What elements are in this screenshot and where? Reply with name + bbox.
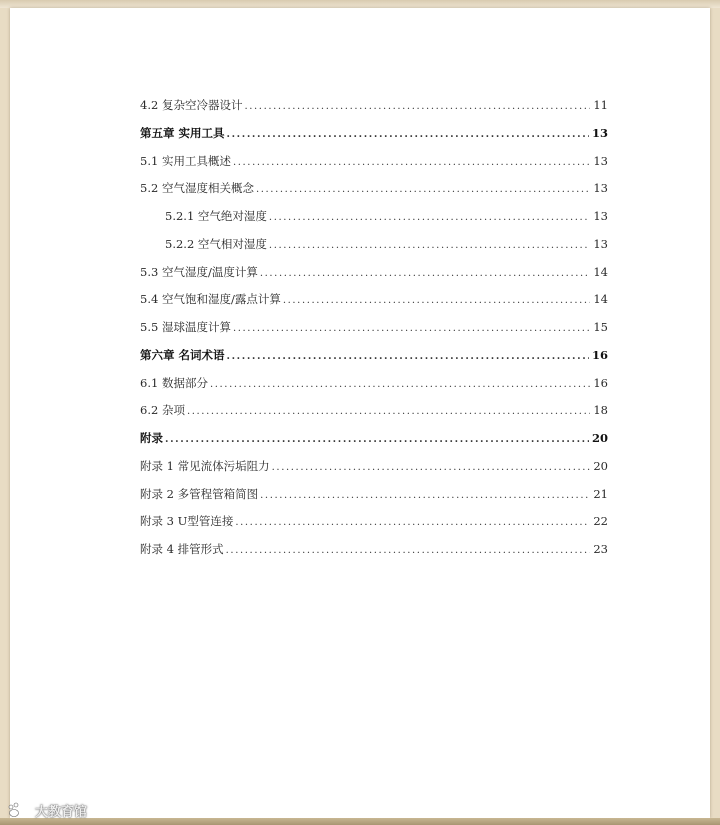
toc-entry[interactable]	[140, 342, 608, 370]
baidu-paw-logo-icon	[6, 802, 32, 818]
viewer-top-border	[0, 0, 720, 8]
toc-dot-leader	[283, 287, 591, 315]
toc-entry[interactable]	[140, 120, 608, 148]
toc-entry-label: 附录 3 U型管连接	[140, 514, 234, 529]
watermark-text: 大教育馆	[35, 804, 88, 820]
toc-entry-label: 6.1 数据部分	[140, 375, 208, 390]
toc-page-number: 20	[593, 458, 608, 473]
toc-page-number: 13	[593, 209, 608, 223]
toc-page-number: 13	[593, 153, 608, 168]
toc-page-number: 14	[593, 292, 608, 307]
toc-page-number: 22	[593, 514, 608, 529]
toc-entry-label: 第六章 名词术语	[140, 347, 225, 362]
toc-entry-label: 5.5 湿球温度计算	[140, 320, 231, 334]
toc-entry-label: 第五章 实用工具	[140, 125, 225, 140]
document-page	[10, 8, 710, 818]
toc-page-number: 13	[591, 125, 608, 140]
toc-dot-leader	[269, 204, 590, 232]
toc-dot-leader	[260, 260, 591, 288]
toc-dot-leader	[272, 454, 591, 482]
toc-dot-leader	[210, 371, 590, 399]
toc-dot-leader	[165, 426, 589, 454]
toc-page-number: 16	[591, 347, 608, 362]
toc-page-number: 21	[593, 486, 608, 501]
watermark	[6, 800, 87, 820]
toc-entry[interactable]	[140, 92, 608, 120]
toc-entry[interactable]	[140, 370, 608, 398]
toc-dot-leader	[235, 509, 590, 537]
toc-dot-leader	[227, 343, 589, 371]
toc-dot-leader	[227, 121, 589, 149]
toc-entry-label: 5.1 实用工具概述	[140, 153, 231, 168]
toc-dot-leader	[233, 315, 590, 343]
toc-dot-leader	[260, 482, 590, 510]
toc-entry[interactable]	[140, 231, 608, 259]
toc-dot-leader	[269, 232, 590, 260]
toc-dot-leader	[187, 398, 590, 426]
toc-entry-label: 5.2.1 空气绝对湿度	[165, 209, 267, 223]
toc-entry-label: 附录	[140, 431, 163, 445]
toc-dot-leader	[244, 93, 590, 121]
toc-entry[interactable]	[140, 508, 608, 536]
toc-page-number: 23	[593, 542, 608, 556]
viewer-bottom-bar	[0, 818, 720, 825]
toc-entry-label: 5.4 空气饱和湿度/露点计算	[140, 292, 281, 307]
toc-entry[interactable]	[140, 536, 608, 564]
toc-entry[interactable]	[140, 314, 608, 342]
toc-entry-label: 5.3 空气湿度/温度计算	[140, 264, 258, 279]
toc-entry[interactable]	[140, 286, 608, 314]
toc-entry[interactable]	[140, 175, 608, 203]
toc-page-number: 20	[591, 431, 608, 445]
toc-dot-leader	[226, 537, 591, 565]
table-of-contents	[140, 92, 608, 564]
toc-entry[interactable]	[140, 259, 608, 287]
toc-page-number: 15	[593, 320, 608, 334]
toc-entry-label: 6.2 杂项	[140, 403, 185, 418]
toc-entry[interactable]	[140, 148, 608, 176]
toc-page-number: 11	[593, 98, 608, 112]
toc-page-number: 13	[593, 181, 608, 196]
toc-page-number: 14	[593, 264, 608, 279]
toc-page-number: 18	[593, 403, 608, 418]
toc-entry-label: 5.2 空气湿度相关概念	[140, 181, 254, 196]
toc-entry-label: 附录 4 排管形式	[140, 542, 224, 556]
toc-entry[interactable]	[140, 425, 608, 453]
toc-entry[interactable]	[140, 453, 608, 481]
toc-entry-label: 附录 2 多管程管箱简图	[140, 486, 259, 501]
toc-entry[interactable]	[140, 481, 608, 509]
toc-entry-label: 5.2.2 空气相对湿度	[165, 236, 267, 251]
toc-dot-leader	[233, 149, 590, 177]
toc-entry[interactable]	[140, 397, 608, 425]
toc-entry-label: 4.2 复杂空冷器设计	[140, 98, 243, 112]
toc-page-number: 16	[593, 375, 608, 390]
toc-entry[interactable]	[140, 203, 608, 231]
toc-page-number: 13	[593, 236, 608, 251]
toc-dot-leader	[256, 176, 590, 204]
toc-entry-label: 附录 1 常见流体污垢阻力	[140, 458, 270, 473]
